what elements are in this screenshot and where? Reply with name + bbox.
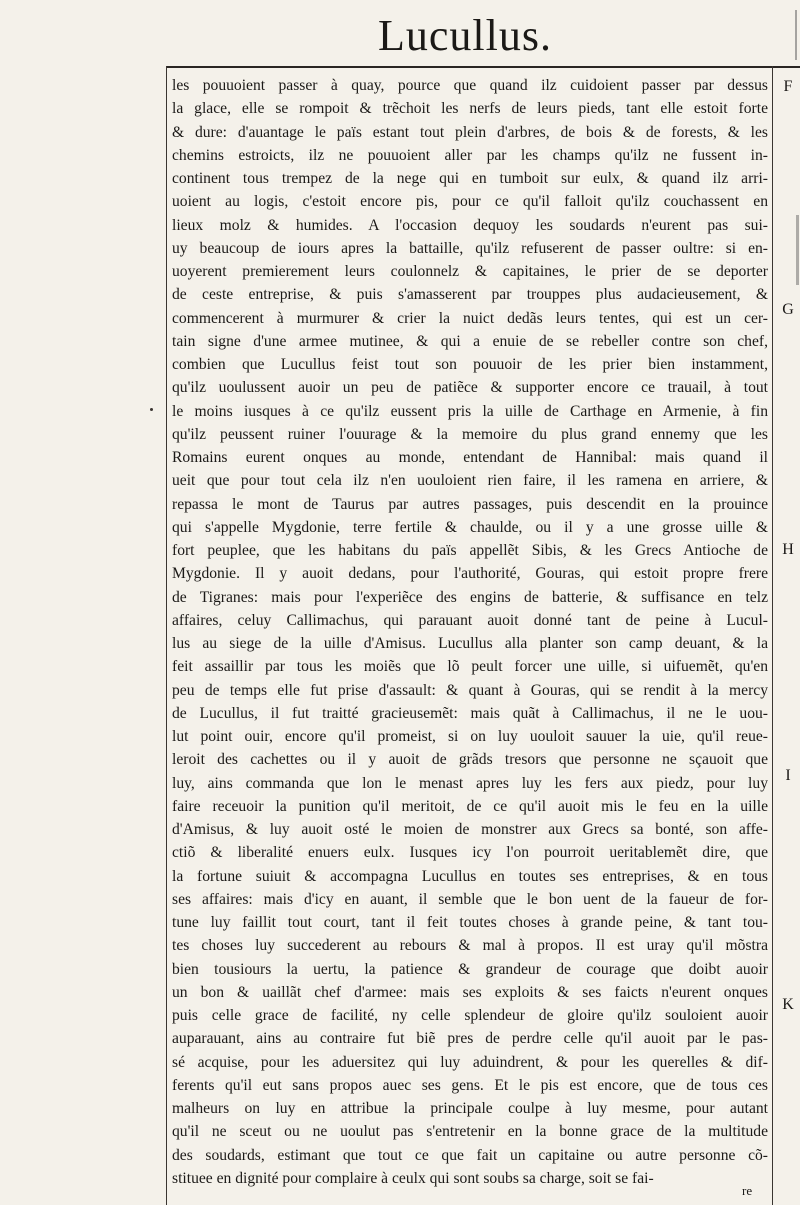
margin-letter: K — [782, 996, 794, 1013]
text-line: de Lucullus, il fut traitté gracieusemẽt: mais quãt à Callimachus, il ne le uou- — [172, 704, 768, 722]
body-text — [172, 74, 768, 1190]
text-line: les pouuoient passer à quay, pource que quand ilz cuidoient passer par dessus — [172, 77, 768, 94]
text-line: de ceste entreprise, & puis s'amasserent par trouppes plus audacieusement, & — [172, 286, 768, 304]
ink-speck — [150, 408, 153, 411]
text-line: commencerent à murmurer & crier la nuict dedãs leurs tentes, qui est un cer- — [172, 309, 768, 327]
page-edge-mark — [796, 215, 799, 285]
text-line: malheurs on luy en attribue la principale coulpe à luy mesme, pour autant — [172, 1100, 768, 1117]
header-rule — [166, 66, 800, 68]
text-line: tune luy faillit tout court, tant il feit toutes choses à grande peine, & tant tou- — [172, 914, 768, 931]
text-line: affaires, celuy Callimachus, qui parauant auoit donné tant de peine à Lucul- — [172, 611, 768, 629]
text-line: auparauant, ains au contraire fut biẽ pres de perdre celle qu'il auoit par le pas- — [172, 1030, 768, 1048]
text-line: la glace, elle se rompoit & trẽchoit les nerfs de leurs pieds, tant elle estoit forte — [172, 100, 768, 118]
text-line: Mygdonie. Il y auoit dedans, pour l'authorité, Gouras, qui estoit propre frere — [172, 565, 768, 583]
text-line: des soudards, estimant que tout ce que fait un capitaine ou autre personne cõ- — [172, 1146, 768, 1164]
margin-letter: H — [782, 541, 794, 558]
text-line: uy beaucoup de iours apres la battaille, qu'ilz refuserent de passer oultre: si en- — [172, 239, 768, 257]
text-line: repassa le mont de Taurus par autres passages, puis descendit en la prouince — [172, 495, 768, 513]
text-line: sé acquise, pour les aduersitez qui luy aduindrent, & pour les querelles & dif- — [172, 1053, 768, 1071]
text-line: qui s'appelle Mygdonie, terre fertile & chaulde, ou il y a une grosse uille & — [172, 518, 768, 536]
margin-letter: I — [785, 767, 791, 784]
text-line: lieux molz & humides. A l'occasion dequoy les soudards n'eurent pas sui- — [172, 216, 768, 234]
text-line: chemins estroicts, ilz ne pouuoient aller par les champs qu'ilz ne fussent in- — [172, 146, 768, 164]
catchword: re — [742, 1183, 753, 1198]
text-line: d'Amisus, & luy auoit osté le moien de monstrer aux Grecs sa bonté, son affe- — [172, 821, 768, 838]
text-line: fort peuplee, que les habitans du païs appellẽt Sibis, & les Grecs Antioche de — [172, 542, 768, 559]
text-line: stituee en dignité pour complaire à ceulx qui sont soubs sa charge, soit se fai- — [172, 1169, 654, 1187]
text-line: qu'il ne sceut ou ne uoulut pas s'entretenir en la bonne grace de la multitude — [172, 1123, 768, 1141]
text-line: le moins iusques à ce qu'ilz eussent pris la uille de Carthage en Armenie, à fin — [172, 402, 768, 420]
text-line: continent tous trempez de la nege qui en tumboit sur eulx, & quand ilz arri- — [172, 170, 768, 187]
text-line: qu'ilz uoulussent auoir un peu de patiẽce & supporter encore ce trauail, à tout — [172, 379, 768, 397]
text-line: uoient au logis, c'estoit encore pis, pour ce qu'il falloit qu'ilz couchassent en — [172, 193, 768, 211]
left-column-rule — [166, 66, 167, 1205]
text-line: leroit des cachettes ou il y auoit de grãds tresors que personne ne sçauoit que — [172, 751, 768, 769]
text-line: luy, ains commanda que lon le menast apres luy les fers aux piedz, pour luy — [172, 774, 768, 792]
text-line: peu de temps elle fut prise d'assault: & quant à Gouras, qui se rendit à la mercy — [172, 681, 768, 699]
running-head: Lucullus. — [378, 11, 552, 60]
text-line: ferents qu'il eut sans propos auec ses gens. Et le pis est encore, que de tous ces — [172, 1076, 768, 1094]
right-column-rule — [772, 66, 773, 1205]
text-line: la fortune suiuit & accompagna Lucullus en toutes ses entreprises, & en tous — [172, 867, 768, 885]
text-line: uoyerent premierement leurs coulonnelz & capitaines, le prier de se deporter — [172, 263, 768, 280]
text-line: ueit que pour tout cela ilz n'en uouloient rien faire, il les ramena en arriere, & — [172, 472, 768, 490]
text-line: feit assaillir par tous les moiẽs que lõ peult forcer une uille, si uifuemẽt, qu'en — [172, 658, 768, 676]
text-line: ses affaires: mais d'icy en auant, il semble que le bon uent de la faueur de for- — [172, 890, 768, 908]
text-line: Romains eurent onques au monde, entendant de Hannibal: mais quand il — [172, 449, 768, 466]
text-line: lut point ouir, encore qu'il promeist, si on luy uouloit sauuer la uie, qu'il reue- — [172, 728, 768, 745]
text-line: lus au siege de la uille d'Amisus. Lucullus alla planter son camp deuant, & la — [172, 635, 768, 652]
text-line: & dure: d'auantage le païs estant tout plein d'arbres, de bois & de forests, & les — [172, 123, 768, 141]
text-line: tain signe d'une armee mutinee, & qui a enuie de se rebeller contre son chef, — [172, 332, 768, 350]
text-line: combien que Lucullus feist tout son pouuoir de les prier bien instamment, — [172, 356, 768, 373]
text-line: un bon & uaillãt chef d'armee: mais ses exploits & ses faicts n'eurent onques — [172, 983, 768, 1001]
text-line: ctiõ & liberalité enuers eulx. Iusques icy l'on pourroit ueritablemẽt dire, que — [172, 844, 768, 862]
text-line: bien tousiours la uertu, la patience & grandeur de courage que doibt auoir — [172, 960, 768, 978]
text-line: faire receuoir la punition qu'il meritoit, de ce qu'il auoit mis le feu en la uille — [172, 797, 768, 815]
text-line: de Tigranes: mais pour l'experiẽce des engins de batterie, & suffisance en telz — [172, 588, 768, 606]
text-line: tes choses luy succederent au rebours & mal à propos. Il est uray qu'il mõstra — [172, 937, 768, 955]
margin-letter: F — [783, 78, 793, 95]
text-line: puis celle grace de facilité, ny celle splendeur de gloire qu'ilz souloient auoir — [172, 1007, 768, 1024]
margin-letter: G — [782, 301, 794, 318]
text-line: qu'ilz peussent ruiner l'ouurage & la memoire du plus grand ennemy que les — [172, 425, 768, 443]
page-edge-mark — [795, 10, 797, 60]
